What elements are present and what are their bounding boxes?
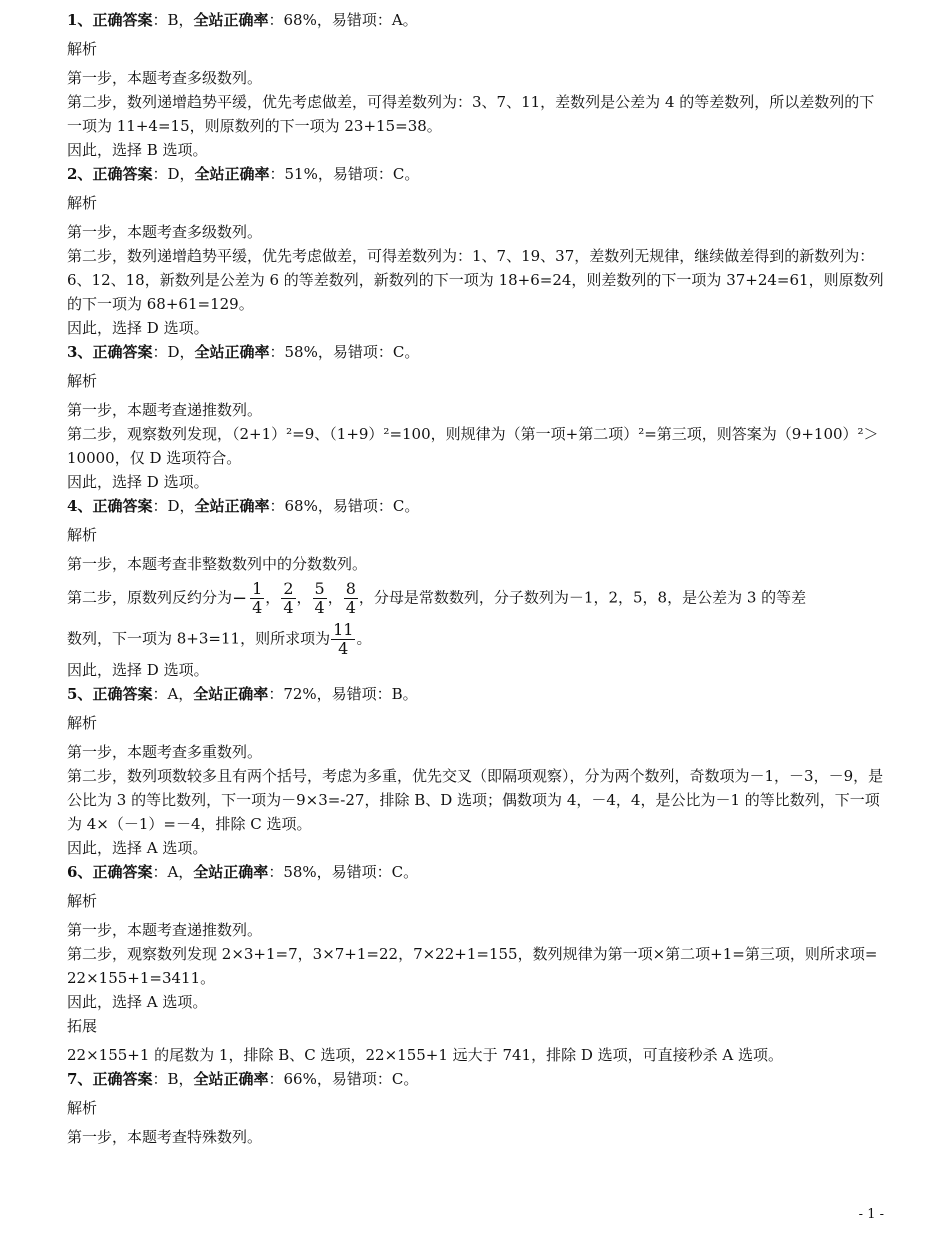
fraction: $\frac{1}{4}$ bbox=[252, 579, 263, 617]
analysis-line: 第二步，数列递增趋势平缓，优先考虑做差，可得差数列为：1、7、19、37，差数列无规律，继续做差得到的新数列为：6、12、18，新数列是公差为 6 的等差数列，新数列的下一项为 18+6=24，则差数列的下一项为 37+24=61，则原数列的下一项为 68+61=129。 bbox=[67, 247, 884, 313]
analysis-heading: 解析 bbox=[67, 194, 98, 212]
fraction-line: 数列，下一项为 8+3=11，则所求项为 $\frac{11}{4}$ 。 bbox=[67, 620, 372, 658]
answer-line-q2: 2、正确答案：D，全站正确率：51%，易错项：C。 bbox=[67, 165, 420, 183]
document-page bbox=[67, 8, 885, 1149]
answer-line-q7: 7、正确答案：B，全站正确率：66%，易错项：C。 bbox=[67, 1070, 419, 1088]
analysis-heading: 解析 bbox=[67, 1099, 98, 1117]
analysis-line: 第二步，数列项数较多且有两个括号，考虑为多重，优先交叉（即隔项观察），分为两个数列，奇数项为－1，－3，－9，是公比为 3 的等比数列，下一项为－9×3=-27，排除 B、D 选项；偶数项为 4，－4，4，是公比为－1 的等比数列，下一项为 4×（－1）=－4，排除 C 选项。 bbox=[67, 767, 884, 833]
analysis-heading: 解析 bbox=[67, 40, 98, 58]
answer-line-q5: 5、正确答案：A，全站正确率：72%，易错项：B。 bbox=[67, 685, 418, 703]
conclusion-line: 因此，选择 D 选项。 bbox=[67, 319, 209, 337]
answer-line-q3: 3、正确答案：D，全站正确率：58%，易错项：C。 bbox=[67, 343, 420, 361]
analysis-line: 第一步，本题考查非整数数列中的分数数列。 bbox=[67, 555, 368, 573]
analysis-heading: 解析 bbox=[67, 526, 98, 544]
analysis-line: 第一步，本题考查多重数列。 bbox=[67, 743, 263, 761]
analysis-line: 第一步，本题考查递推数列。 bbox=[67, 401, 263, 419]
fraction: $\frac{2}{4}$ bbox=[283, 579, 294, 617]
analysis-line: 第一步，本题考查递推数列。 bbox=[67, 921, 263, 939]
minus-sign: − bbox=[232, 587, 248, 609]
conclusion-line: 因此，选择 D 选项。 bbox=[67, 473, 209, 491]
analysis-heading: 解析 bbox=[67, 892, 98, 910]
conclusion-line: 因此，选择 B 选项。 bbox=[67, 141, 208, 159]
analysis-heading: 解析 bbox=[67, 372, 98, 390]
fraction-line: 第二步，原数列反约分为− $\frac{1}{4}$ ， $\frac{2}{4}$ ， $\frac{5}{4}$ ， $\frac{8}{4}$ ，分母是常数数列，分子数列为－1，2，5，8，是公差为 3 的等差 bbox=[67, 579, 807, 617]
answer-line-q4: 4、正确答案：D，全站正确率：68%，易错项：C。 bbox=[67, 497, 420, 515]
analysis-heading: 解析 bbox=[67, 714, 98, 732]
conclusion-line: 因此，选择 A 选项。 bbox=[67, 993, 208, 1011]
answer-line-q6: 6、正确答案：A，全站正确率：58%，易错项：C。 bbox=[67, 863, 419, 881]
analysis-line: 第一步，本题考查多级数列。 bbox=[67, 223, 263, 241]
conclusion-line: 因此，选择 D 选项。 bbox=[67, 661, 209, 679]
analysis-line: 第二步，观察数列发现，（2+1）²=9、（1+9）²=100，则规律为（第一项+第二项）²=第三项，则答案为（9+100）²＞10000，仅 D 选项符合。 bbox=[67, 425, 879, 467]
extension-heading: 拓展 bbox=[67, 1017, 98, 1035]
fraction: $\frac{8}{4}$ bbox=[345, 579, 356, 617]
extension-line: 22×155+1 的尾数为 1，排除 B、C 选项，22×155+1 远大于 741，排除 D 选项，可直接秒杀 A 选项。 bbox=[67, 1046, 784, 1064]
analysis-line: 第一步，本题考查特殊数列。 bbox=[67, 1128, 263, 1146]
page-number: - 1 - bbox=[858, 1207, 884, 1222]
conclusion-line: 因此，选择 A 选项。 bbox=[67, 839, 208, 857]
fraction: $\frac{5}{4}$ bbox=[314, 579, 325, 617]
answer-line-q1: 1、正确答案：B，全站正确率：68%，易错项：A。 bbox=[67, 11, 418, 29]
analysis-line: 第二步，数列递增趋势平缓，优先考虑做差，可得差数列为：3、7、11，差数列是公差为 4 的等差数列，所以差数列的下一项为 11+4=15，则原数列的下一项为 23+15=38。 bbox=[67, 93, 875, 135]
analysis-line: 第一步，本题考查多级数列。 bbox=[67, 69, 263, 87]
analysis-line: 第二步，观察数列发现 2×3+1=7，3×7+1=22，7×22+1=155，数列规律为第一项×第二项+1=第三项，则所求项=22×155+1=3411。 bbox=[67, 945, 878, 987]
fraction: $\frac{11}{4}$ bbox=[333, 620, 354, 658]
